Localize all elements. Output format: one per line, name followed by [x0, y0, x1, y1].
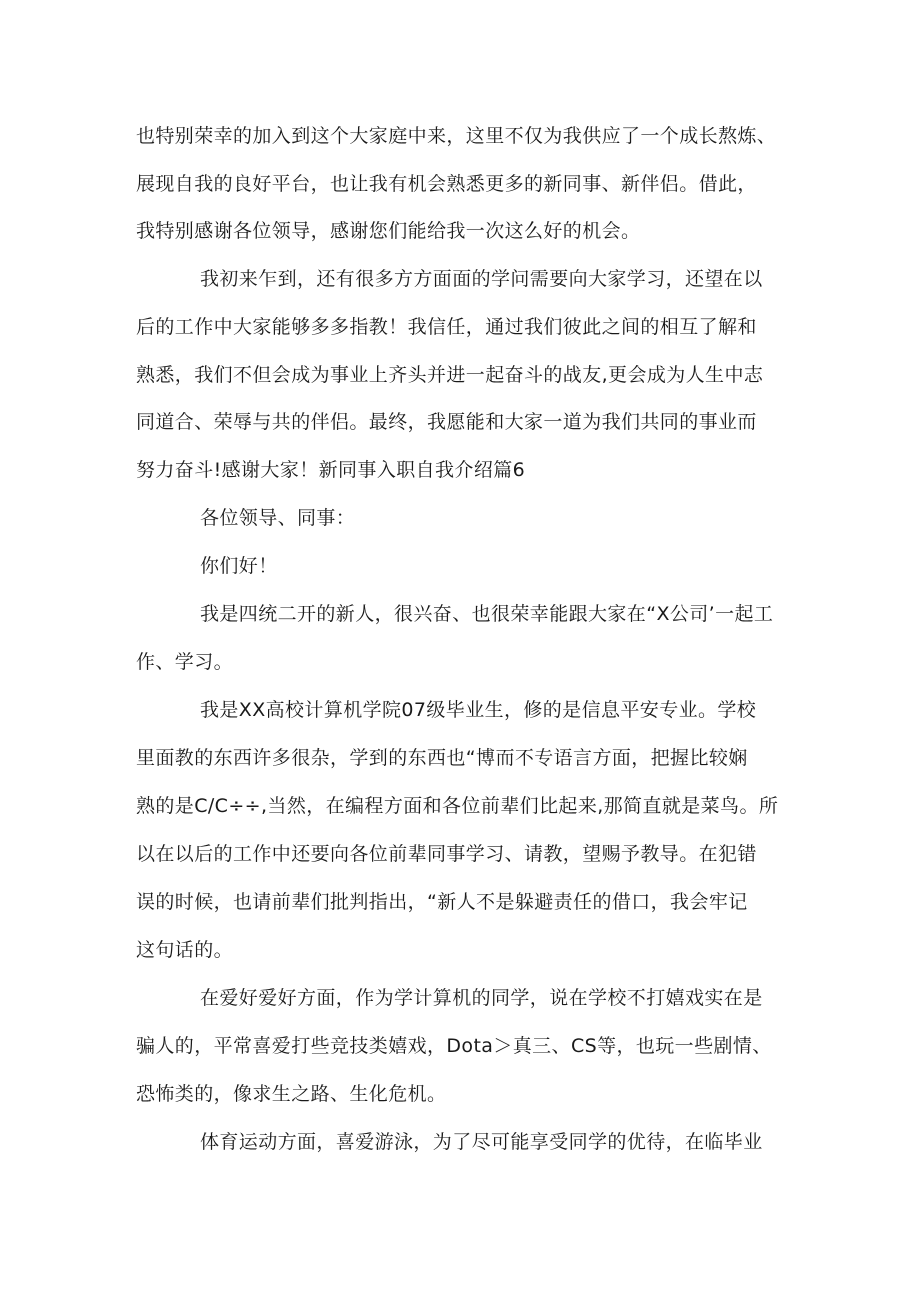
- paragraph-start: 体育运动方面，喜爱游泳，为了尽可能享受同学的优待，在临毕业: [200, 1131, 763, 1153]
- paragraph-start: 我是四统二开的新人，很兴奋、也很荣幸能跟大家在“X公司’一起工: [200, 603, 774, 625]
- text-line: 熟的是C∕C÷÷,当然，在编程方面和各位前辈们比起来,那简直就是菜鸟。所: [136, 795, 779, 817]
- greeting: 你们好！: [200, 555, 278, 577]
- text-line: 作、学习。: [136, 651, 234, 673]
- text-line: 里面教的东西许多很杂，学到的东西也“博而不专语言方面，把握比较娴: [136, 747, 748, 769]
- text-line: 也特别荣幸的加入到这个大家庭中来，这里不仅为我供应了一个成长熬炼、: [136, 125, 777, 147]
- paragraph-start: 我初来乍到，还有很多方方面面的学问需要向大家学习，还望在以: [200, 268, 763, 290]
- text-line: 同道合、荣辱与共的伴侣。最终，我愿能和大家一道为我们共同的事业而: [136, 411, 757, 433]
- text-line: 后的工作中大家能够多多指教！我信任，通过我们彼此之间的相互了解和: [136, 316, 757, 338]
- text-line: 我特别感谢各位领导，感谢您们能给我一次这么好的机会。: [136, 220, 641, 242]
- text-line: 以在以后的工作中还要向各位前辈同事学习、请教，望赐予教导。在犯错: [136, 843, 757, 865]
- text-line: 展现自我的良好平台，也让我有机会熟悉更多的新同事、新伴侣。借此，: [136, 173, 757, 195]
- salutation: 各位领导、同事：: [200, 507, 356, 529]
- text-line: 误的时候，也请前辈们批判指出，“新人不是躲避责任的借口，我会牢记: [136, 891, 748, 913]
- text-line: 骗人的，平常喜爱打些竞技类嬉戏，Dota＞真三、CS等，也玩一些剧情、: [136, 1035, 772, 1057]
- text-line: 这句话的。: [136, 939, 234, 961]
- text-line: 恐怖类的，像求生之路、生化危机。: [136, 1083, 447, 1105]
- text-line: 熟悉，我们不但会成为事业上齐头并进一起奋斗的战友,更会成为人生中志: [136, 364, 764, 386]
- text-line: 努力奋斗!感谢大家！新同事入职自我介绍篇6: [136, 459, 526, 481]
- paragraph-start: 我是XX高校计算机学院07级毕业生，修的是信息平安专业。学校: [200, 699, 757, 721]
- paragraph-start: 在爱好爱好方面，作为学计算机的同学，说在学校不打嬉戏实在是: [200, 987, 763, 1009]
